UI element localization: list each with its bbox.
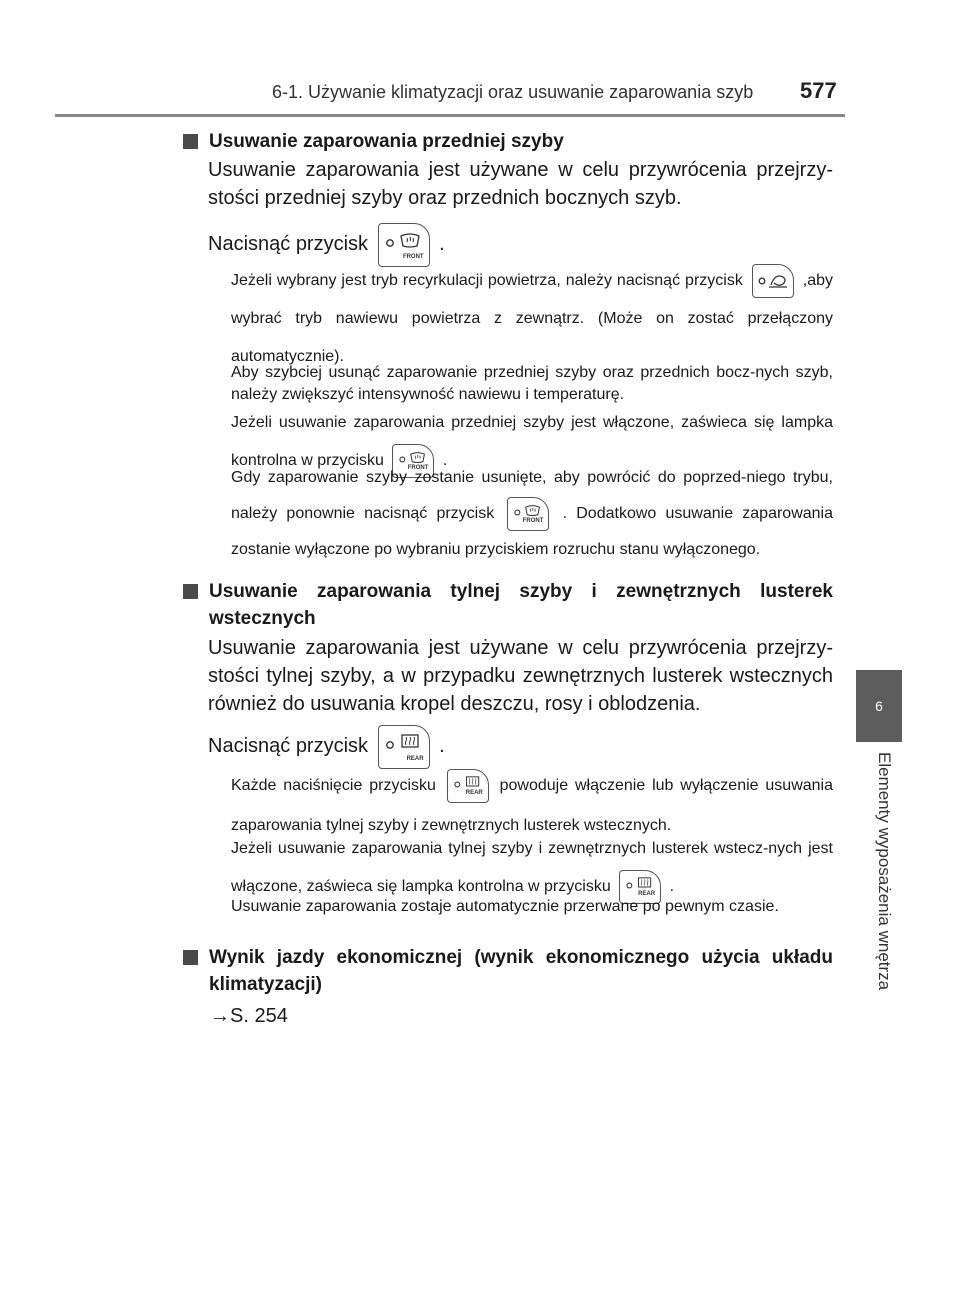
note-text: Jeżeli usuwanie zaparowania przedniej szyby jest włączone, zaświeca się lampka kontrolna w przycisku	[231, 414, 833, 469]
note-text: ,aby wybrać tryb nawiewu powietrza z zewnątrz. (Może on zostać przełączony automatycznie).	[231, 272, 834, 365]
press-end: .	[439, 735, 445, 757]
press-end: .	[439, 233, 445, 255]
front-caption: FRONT	[522, 517, 544, 524]
section-heading-rear-defog	[183, 578, 833, 632]
note-recirculation	[231, 262, 833, 376]
rear-defog-button-icon	[447, 769, 489, 803]
front-defog-button-icon	[507, 497, 549, 531]
section-heading-front-defog	[183, 128, 833, 155]
section-heading-text: Usuwanie zaparowania tylnej szyby i zewnętrznych lusterek wstecznych	[209, 581, 833, 629]
chapter-side-title: Elementy wyposażenia wnętrza	[875, 752, 894, 991]
page-number: 577	[800, 78, 837, 103]
note-text: Gdy zaparowanie szyby zostanie usunięte, aby powrócić do poprzed-niego trybu, należy ponownie nacisnąć przycisk	[231, 469, 833, 522]
note-text: . Dodatkowo usuwanie zaparowania zostanie wyłączone po wybraniu przyciskiem rozruchu stanu wyłączonego.	[231, 505, 834, 558]
chapter-tab	[856, 670, 902, 742]
square-bullet-icon	[183, 950, 198, 965]
chapter-tab-number: 6	[875, 698, 883, 714]
note-text: powoduje włączenie lub wyłączenie usuwania zaparowania tylnej szyby i zewnętrznych lusterek wstecznych.	[231, 777, 833, 834]
section-heading-text: Wynik jazdy ekonomicznej (wynik ekonomicznego użycia układu klimatyzacji)	[209, 947, 833, 995]
section-heading-text: Usuwanie zaparowania przedniej szyby	[209, 131, 564, 152]
rear-defog-button-icon	[378, 725, 430, 769]
note-text: .	[669, 878, 675, 895]
rear-caption: REAR	[638, 890, 656, 897]
press-text: Nacisnąć przycisk	[208, 735, 369, 757]
body-paragraph: Usuwanie zaparowania jest używane w celu przywrócenia przejrzy-stości przedniej szyby oraz przednich bocznych szyb.	[208, 159, 833, 209]
note-text: Jeżeli wybrany jest tryb recyrkulacji powietrza, należy nacisnąć przycisk	[231, 272, 743, 289]
note-auto-off: Usuwanie zaparowania zostaje automatycznie przerwane po pewnym czasie.	[231, 898, 779, 915]
front-defog-button-icon	[378, 223, 430, 267]
press-instruction	[208, 722, 833, 770]
rear-caption: REAR	[465, 789, 483, 796]
rear-caption: REAR	[406, 755, 424, 762]
section-heading-eco-score	[183, 944, 833, 998]
air-intake-button-icon	[752, 264, 794, 298]
body-paragraph: Usuwanie zaparowania jest używane w celu przywrócenia przejrzy-stości tylnej szyby, a w przypadku zewnętrznych lusterek wstecznych również do usuwania kropel deszczu, rosy i oblodzenia.	[208, 637, 833, 715]
square-bullet-icon	[183, 584, 198, 599]
note-text: .	[442, 452, 448, 469]
press-instruction	[208, 222, 833, 267]
running-header-section: 6-1. Używanie klimatyzacji oraz usuwanie zaparowania szyb	[272, 82, 754, 102]
front-caption: FRONT	[402, 253, 424, 260]
note-text: Jeżeli usuwanie zaparowania tylnej szyby i zewnętrznych lusterek wstecz-nych jest włączone, zaświeca się lampka kontrolna w przycisku	[231, 840, 833, 895]
front-caption: FRONT	[407, 464, 429, 471]
square-bullet-icon	[183, 134, 198, 149]
note-faster-defog: Aby szybciej usunąć zaparowanie przedniej szyby oraz przednich bocz-nych szyb, należy zwiększyć intensywność nawiewu i temperaturę.	[231, 364, 833, 403]
press-text: Nacisnąć przycisk	[208, 233, 369, 255]
note-rear-indicator	[231, 830, 833, 906]
header-divider	[55, 114, 845, 117]
page-reference-link[interactable]: →S. 254	[210, 1005, 288, 1027]
note-return-mode	[231, 460, 833, 568]
note-text: Każde naciśnięcie przycisku	[231, 777, 436, 794]
